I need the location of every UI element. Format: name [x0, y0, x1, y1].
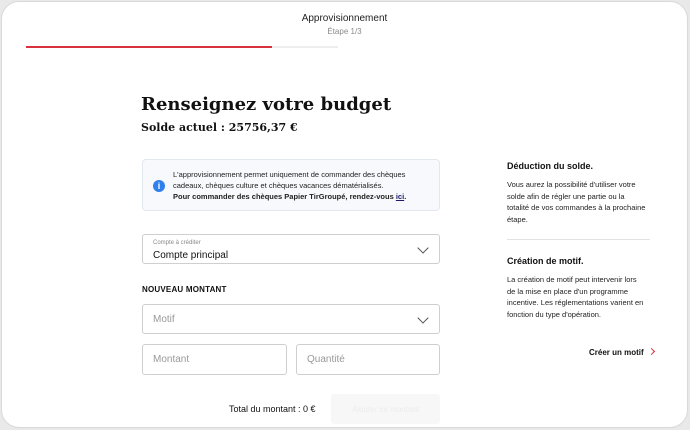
current-balance: Solde actuel : 25756,37 €: [141, 121, 298, 134]
add-amount-button[interactable]: Ajouter ce montant: [331, 394, 440, 424]
account-select[interactable]: [142, 234, 440, 264]
info-icon: i: [153, 180, 165, 192]
progress-bar-fill: [26, 46, 272, 48]
account-select-value: Compte principal: [153, 250, 229, 261]
aside-title-motif: Création de motif.: [507, 256, 584, 266]
aside-divider: [507, 239, 650, 240]
create-motif-link[interactable]: [589, 348, 654, 357]
main-card: [1, 1, 688, 428]
page-title: Renseignez votre budget: [141, 94, 392, 115]
create-motif-label: Créer un motif: [589, 348, 644, 357]
info-banner: [142, 159, 440, 211]
info-link[interactable]: ici: [395, 192, 405, 201]
aside-title-balance: Déduction du solde.: [507, 161, 594, 171]
chevron-down-icon: [417, 242, 428, 253]
amount-input[interactable]: [142, 344, 287, 375]
stepper-title: Approvisionnement: [301, 13, 388, 24]
stepper-step: Étape 1/3: [327, 27, 362, 36]
aside-text-motif: La création de motif peut intervenir lors de la mise en place d'un programme incentive. Les réglementations varient en fonction du type d'opération.: [507, 275, 644, 319]
aside-text-balance: Vous aurez la possibilité d'utiliser votre solde afin de régler une partie ou la totalité de vos commandes à la prochaine étape.: [507, 180, 646, 224]
chevron-right-icon: [648, 348, 655, 355]
info-paper-message: Pour commander des chèques Papier TirGroupé, rendez-vous: [173, 192, 396, 201]
quantity-input[interactable]: [296, 344, 440, 375]
motif-select[interactable]: [142, 304, 440, 334]
info-message: L'approvisionnement permet uniquement de commander des chèques cadeaux, chèques culture et chèques vacances dématérialisés.: [173, 170, 406, 190]
total-amount: Total du montant : 0 €: [229, 404, 316, 414]
chevron-down-icon: [417, 312, 428, 323]
info-text: [173, 169, 435, 202]
info-link-suffix: .: [404, 192, 407, 201]
account-select-caption: Compte à créditer: [153, 240, 201, 246]
new-amount-heading: NOUVEAU MONTANT: [142, 285, 227, 294]
motif-select-placeholder: Motif: [153, 314, 175, 325]
progress-bar: [26, 46, 338, 48]
